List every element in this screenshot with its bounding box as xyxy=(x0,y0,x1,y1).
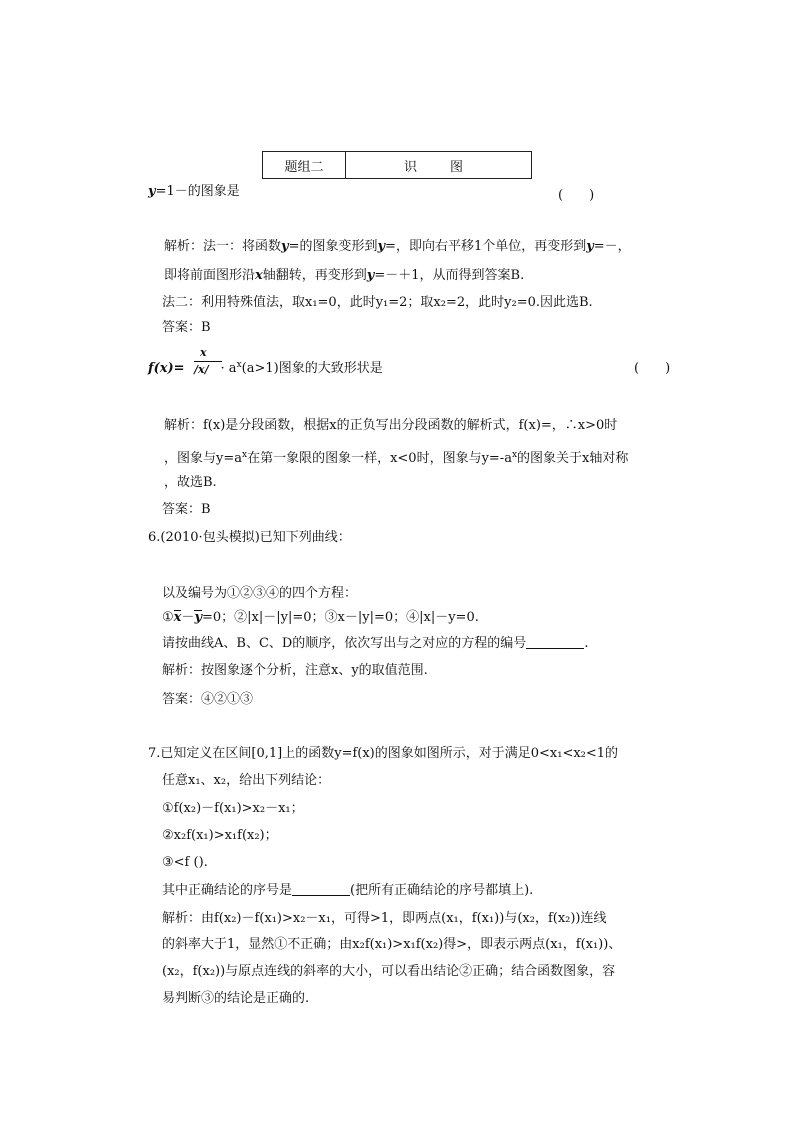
q5-fraction-denominator: /x/ xyxy=(194,363,209,376)
q4-answer-paren: ( ) xyxy=(558,188,595,203)
q7-question: 其中正确结论的序号是 (把所有正确结论的序号都填上). xyxy=(162,883,534,898)
q6-answer-blank xyxy=(526,636,584,649)
q7-conclusion-2: ②x₂f(x₁)>x₁f(x₂)； xyxy=(162,828,278,843)
q4-method2: 法二：利用特殊值法，取x₁=0，此时y₁=2；取x₂=2，此时y₂=0.因此选B. xyxy=(162,295,593,310)
q7-analysis-line3: (x₂，f(x₂))与原点连线的斜率的大小，可以看出结论②正确；结合函数图象，容 xyxy=(162,964,616,979)
q4-answer: 答案：B xyxy=(162,320,211,335)
q5-analysis-line3: ，故选B. xyxy=(164,475,217,490)
q6-answer: 答案：④②①③ xyxy=(162,692,254,707)
q5-fraction-numerator: x xyxy=(200,346,207,359)
group-label: 题组二 xyxy=(263,152,346,178)
q7-stem-line2: 任意x₁、x₂，给出下列结论： xyxy=(162,773,331,788)
group-header-table xyxy=(262,151,532,179)
q5-stem: $f(x)= \cdot a^x(a>1)$图象的大致形状是 xyxy=(148,360,383,376)
q4-stem: y=1－的图象是 xyxy=(148,184,240,199)
q7-analysis-line4: 易判断③的结论是正确的. xyxy=(162,991,310,1006)
q4-analysis-line1: 解析：法一：将函数y=的图象变形到y=，即向右平移1个单位，再变形到y=－， xyxy=(164,239,631,254)
q6-question: 请按曲线A、B、C、D的顺序，依次写出与之对应的方程的编号 . xyxy=(162,636,589,651)
q5-analysis-line1: 解析：f(x)是分段函数，根据x的正负写出分段函数的解析式，f(x)=，∴x>0时 xyxy=(164,418,618,433)
q6-stem: 6.(2010·包头模拟)已知下列曲线： xyxy=(148,530,351,545)
q7-conclusion-1: ①f(x₂)－f(x₁)>x₂－x₁； xyxy=(162,801,304,816)
q7-analysis-line2: 的斜率大于1，显然①不正确；由x₂f(x₁)>x₁f(x₂)得>，即表示两点(x₁，f(x₁))、 xyxy=(162,937,622,952)
q7-stem-line1: 7.已知定义在区间[0,1]上的函数y=f(x)的图象如图所示，对于满足0<x₁<x₂<1的 xyxy=(148,746,619,761)
q7-answer-blank xyxy=(292,883,350,896)
q6-intro: 以及编号为①②③④的四个方程： xyxy=(162,586,358,601)
q4-analysis-line2: 即将前面图形沿x轴翻转，再变形到y=－＋1，从而得到答案B. xyxy=(164,268,525,283)
q5-fraction-bar xyxy=(194,361,222,362)
q6-analysis: 解析：按图象逐个分析，注意x、y的取值范围. xyxy=(162,663,428,678)
q5-analysis-line2: ，图象与$y=a^x$在第一象限的图象一样，x<0时，图象与$y=-a^x$的图象关于x轴对称 xyxy=(164,450,629,466)
group-title: 识 图 xyxy=(403,159,473,175)
q5-answer-paren: ( ) xyxy=(634,361,671,376)
q7-conclusion-3: ③<f (). xyxy=(162,855,208,870)
q6-equations: ①x－y=0；②|x|－|y|=0；③x－|y|=0；④|x|－y=0. xyxy=(162,610,479,625)
q5-answer: 答案：B xyxy=(162,502,211,517)
q7-analysis-line1: 解析：由f(x₂)－f(x₁)>x₂－x₁，可得>1，即两点(x₁，f(x₁))与(x₂，f(x₂))连线 xyxy=(162,911,607,926)
